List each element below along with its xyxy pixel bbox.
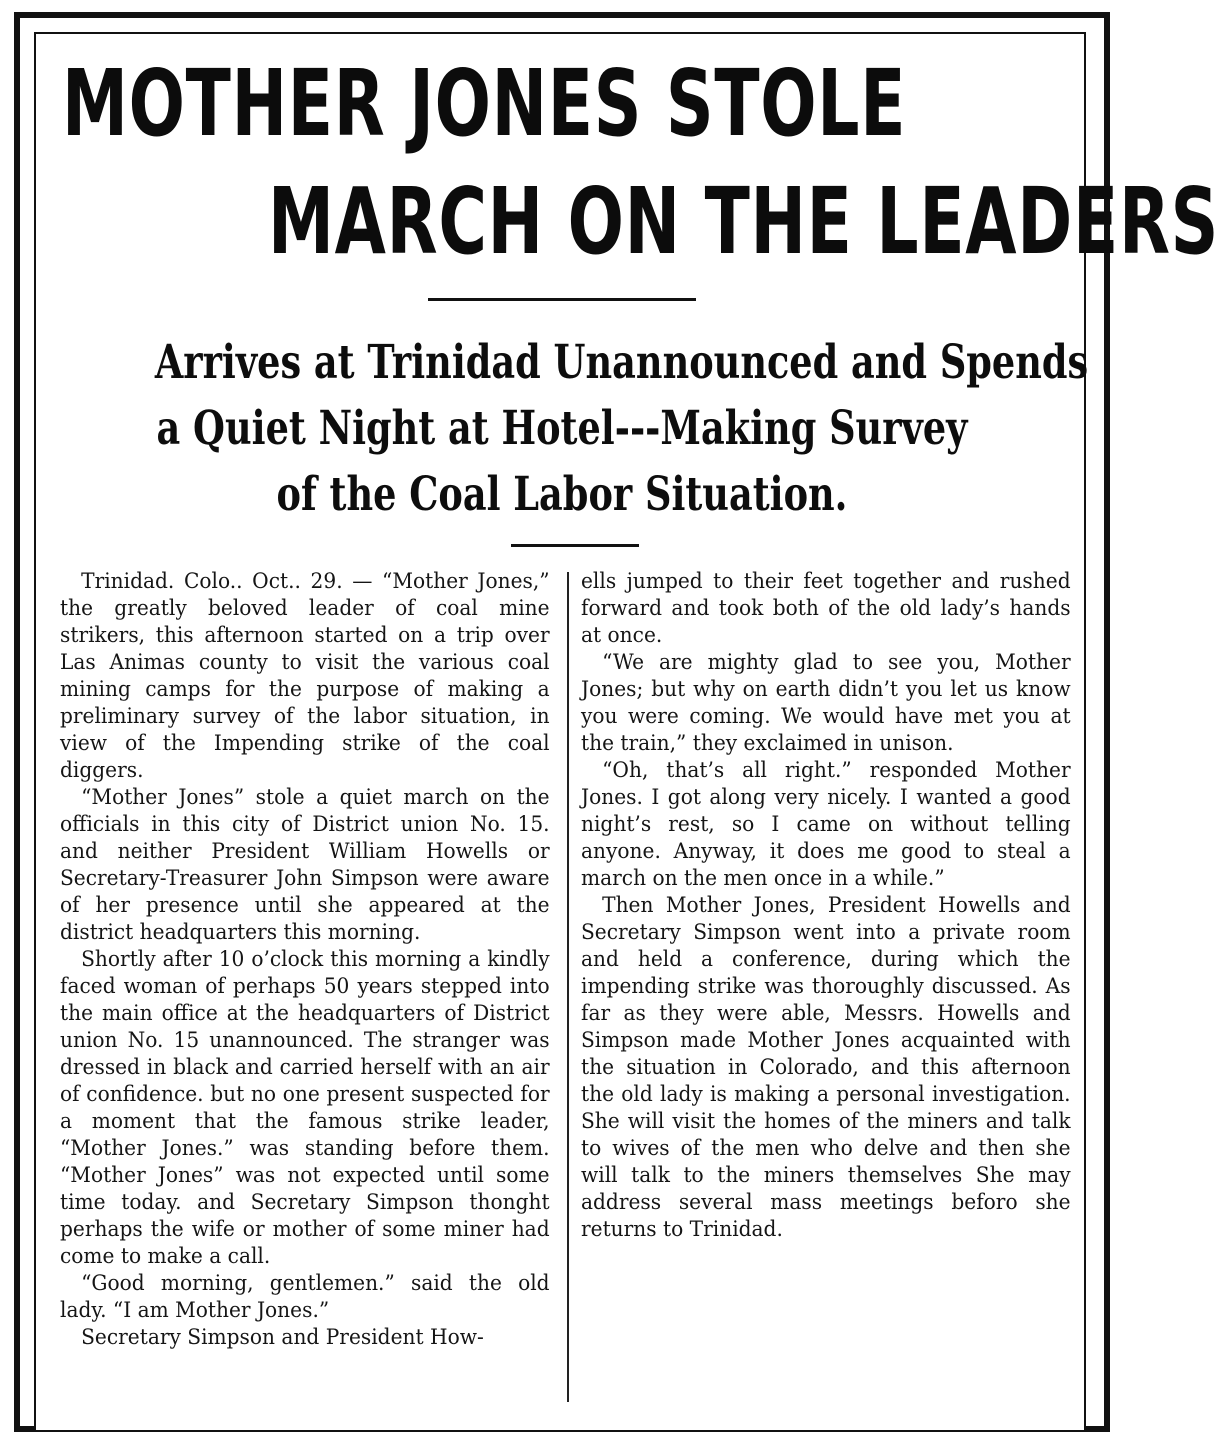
column-divider	[567, 572, 569, 1402]
paragraph: “We are mighty glad to see you, Mother Jones; but why on earth didn’t you let us know you were coming. We would have met you at the train,” they exclaimed in unison.	[581, 650, 1071, 755]
paragraph: Shortly after 10 o’clock this morning a kindly faced woman of perhaps 50 years stepped into the main office at the headquarters of District union No. 15 unannounced. The stranger was dressed in black and carried herself with an air of confidence. but no one present suspected for a moment that the famous strike leader, “Mother Jones.” was standing before them. “Mother Jones” was not expected until some time today. and Secretary Simpson thonght perhaps the wife or mother of some miner had come to make a call.	[60, 947, 550, 1268]
article-column-left	[60, 568, 550, 1351]
paragraph: Secretary Simpson and President How-	[81, 1325, 484, 1349]
paragraph: Then Mother Jones, President Howells and Secretary Simpson went into a private room and held a conference, during which the impending strike was thoroughly discussed. As far as they were able, Messrs. Howells and Simpson made Mother Jones acquainted with the situation in Colorado, and this afternoon the old lady is making a personal investigation. She will visit the homes of the miners and talk to wives of the men who delve and then she will talk to the miners themselves She may address several mass meetings beforo she returns to Trinidad.	[581, 893, 1071, 1241]
subheadline-line-3: of the Coal Labor Situation.	[276, 467, 848, 522]
headline-line-2: MARCH ON THE LEADERS	[268, 168, 1219, 275]
article-column-right	[581, 568, 1071, 1243]
deck-divider	[511, 544, 639, 547]
subheadline-line-1: Arrives at Trinidad Unannounced and Spends	[154, 335, 1089, 390]
headline-line-1: MOTHER JONES STOLE	[62, 50, 907, 157]
paragraph: “Good morning, gentlemen.” said the old lady. “I am Mother Jones.”	[60, 1271, 550, 1322]
paragraph: “Oh, that’s all right.” responded Mother Jones. I got along very nicely. I wanted a good night’s rest, so I came on without telling anyone. Anyway, it does me good to steal a march on the men once in a while.”	[581, 758, 1071, 890]
paragraph: Trinidad. Colo.. Oct.. 29. — “Mother Jones,” the greatly beloved leader of coal mine strikers, this afternoon started on a trip over Las Animas county to visit the various coal mining camps for the purpose of making a preliminary survey of the labor situation, in view of the Impending strike of the coal diggers.	[60, 569, 550, 782]
headline-divider	[428, 298, 696, 301]
subheadline-line-2: a Quiet Night at Hotel---Making Survey	[156, 401, 968, 456]
paragraph: “Mother Jones” stole a quiet march on the officials in this city of District union No. 15. and neither President William Howells or Secretary-Treasurer John Simpson were aware of her presence until she appeared at the district headquarters this morning.	[60, 785, 550, 944]
paragraph: ells jumped to their feet together and rushed forward and took both of the old lady’s hands at once.	[581, 569, 1071, 647]
